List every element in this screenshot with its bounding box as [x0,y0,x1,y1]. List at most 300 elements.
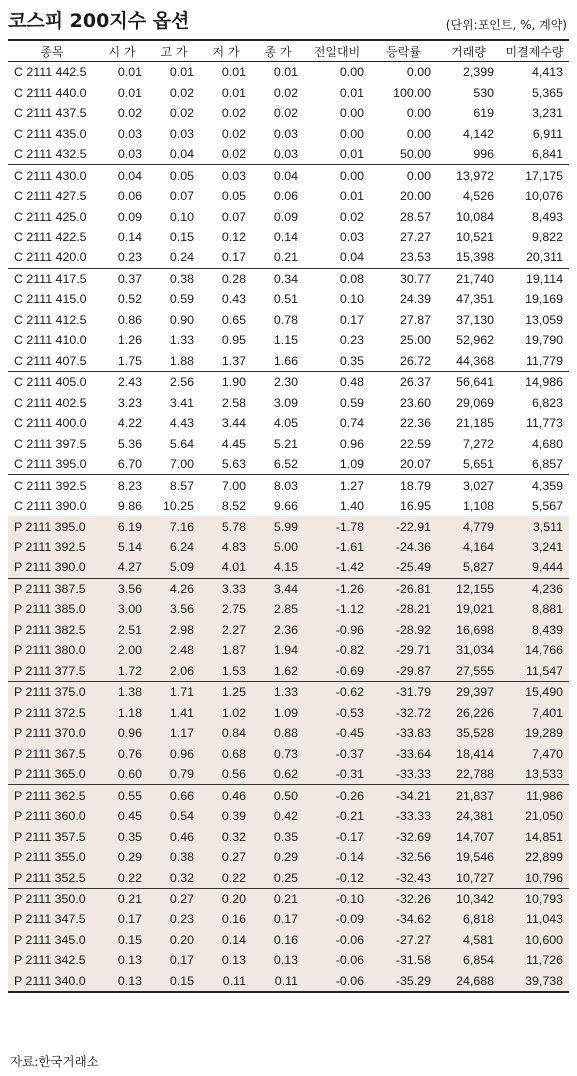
table-row [8,103,569,123]
cell-open: 0.86 [117,312,142,327]
cell-volume: 619 [473,106,494,121]
cell-rate: -29.87 [370,661,437,682]
cell-name: C 2111 392.5 [8,475,96,496]
cell-close: 1.94 [252,640,304,660]
cell-open: 4.27 [96,557,148,578]
cell-high: 0.23 [148,909,200,929]
cell-open-interest: 14,851 [500,826,569,846]
cell-rate: -33.33 [370,806,437,826]
column-header-high: 고 가 [148,40,200,62]
cell-rate: -31.58 [370,950,437,970]
column-header-open-interest: 미결제수량 [500,40,569,62]
cell-open-interest: 10,796 [500,867,569,888]
cell-rate: 22.36 [399,416,431,431]
cell-volume: 21,740 [437,268,500,289]
cell-change: 0.59 [339,395,364,410]
cell-low: 0.14 [200,930,252,950]
column-header-rate: 등락률 [370,40,437,62]
cell-high: 0.66 [148,785,200,806]
cell-name: P 2111 375.0 [8,682,96,703]
cell-name: P 2111 340.0 [8,971,96,992]
cell-name: P 2111 367.5 [8,743,96,763]
cell-rate: -32.69 [370,826,437,846]
cell-close: 0.88 [252,723,304,743]
cell-change: -1.61 [304,537,370,557]
cell-close: 4.05 [273,416,298,431]
table-row [8,682,569,703]
table-row [8,620,569,640]
cell-close: 0.42 [252,806,304,826]
cell-change: -0.12 [304,867,370,888]
cell-change: -1.12 [304,599,370,619]
cell-open: 0.96 [96,723,148,743]
cell-open: 0.03 [117,147,142,162]
cell-change: 0.01 [339,189,364,204]
cell-high: 0.27 [148,888,200,909]
cell-high: 1.33 [169,333,194,348]
cell-rate: 26.37 [370,372,437,393]
cell-low: 7.00 [200,475,252,496]
cell-open-interest: 13,059 [525,312,563,327]
cell-volume: 29,069 [456,395,494,410]
cell-open-interest: 6,911 [532,126,563,141]
cell-high: 0.07 [169,189,194,204]
table-row [8,144,569,165]
cell-rate: -32.43 [370,867,437,888]
cell-close: 0.02 [273,106,298,121]
cell-low: 0.11 [200,971,252,992]
cell-change: -1.42 [304,557,370,578]
cell-low: 0.12 [221,229,246,244]
cell-rate: -25.49 [370,557,437,578]
table-row [8,268,569,289]
cell-open-interest: 17,175 [500,165,569,186]
cell-change: -0.21 [304,806,370,826]
cell-low: 4.01 [200,557,252,578]
cell-volume: 14,707 [437,826,500,846]
cell-open-interest: 11,986 [500,785,569,806]
cell-volume: 22,788 [437,764,500,785]
cell-close: 0.29 [252,847,304,867]
cell-close: 0.78 [273,312,298,327]
cell-low: 4.83 [200,537,252,557]
cell-close: 0.04 [252,165,304,186]
cell-volume: 10,727 [437,867,500,888]
cell-close: 3.44 [252,578,304,599]
cell-open-interest: 4,236 [500,578,569,599]
cell-close: 6.52 [273,457,298,472]
cell-change: 0.17 [339,312,364,327]
cell-open-interest: 11,779 [526,353,563,368]
cell-name: C 2111 425.0 [14,209,87,224]
cell-rate: 27.87 [399,312,431,327]
cell-close: 1.09 [252,703,304,723]
table-row [8,433,569,453]
cell-high: 0.02 [169,85,194,100]
cell-open-interest: 5,365 [531,85,563,100]
cell-open: 5.14 [96,537,148,557]
cell-close: 0.13 [252,950,304,970]
cell-name: P 2111 385.0 [8,599,96,619]
cell-high: 5.09 [148,557,200,578]
cell-open: 0.17 [96,909,148,929]
cell-low: 0.95 [221,333,246,348]
cell-volume: 24,381 [437,806,500,826]
table-row [8,62,569,83]
cell-high: 1.88 [169,353,194,368]
cell-change: -0.31 [304,764,370,785]
cell-open-interest: 8,881 [500,599,569,619]
cell-volume: 52,962 [456,333,494,348]
cell-volume: 10,342 [437,888,500,909]
cell-volume: 12,155 [437,578,500,599]
cell-change: -0.53 [304,703,370,723]
cell-close: 5.99 [252,516,304,536]
cell-open: 4.22 [117,416,142,431]
cell-rate: 25.00 [399,333,431,348]
cell-rate: 0.00 [406,126,431,141]
table-row [8,351,569,372]
cell-close: 5.21 [273,436,298,451]
cell-change: 0.23 [339,333,364,348]
cell-high: 0.15 [169,229,194,244]
cell-name: P 2111 355.0 [8,847,96,867]
cell-change: -0.45 [304,723,370,743]
table-row [8,950,569,970]
cell-open: 0.15 [96,930,148,950]
cell-open: 0.14 [117,229,142,244]
cell-open: 0.23 [117,250,142,265]
cell-change: -1.26 [304,578,370,599]
cell-change: 0.96 [339,436,364,451]
cell-volume: 6,818 [437,909,500,929]
cell-low: 0.22 [200,867,252,888]
cell-open-interest: 39,738 [500,971,569,992]
cell-high: 0.10 [169,209,194,224]
cell-close: 1.66 [273,353,298,368]
cell-volume: 10,084 [456,209,494,224]
cell-name: C 2111 417.5 [8,268,96,289]
cell-close: 2.30 [252,372,304,393]
cell-name: P 2111 392.5 [8,537,96,557]
cell-volume: 26,226 [437,703,500,723]
cell-high: 0.38 [148,268,200,289]
table-row [8,599,569,619]
cell-low: 0.16 [200,909,252,929]
table-row [8,206,569,226]
table-row [8,847,569,867]
cell-change: 0.48 [304,372,370,393]
table-row [8,971,569,992]
cell-low: 0.46 [200,785,252,806]
cell-change: 1.27 [304,475,370,496]
cell-change: 0.08 [304,268,370,289]
cell-name: P 2111 352.5 [8,867,96,888]
cell-name: P 2111 347.5 [8,909,96,929]
cell-change: 0.00 [339,106,364,121]
cell-low: 0.17 [221,250,246,265]
cell-low: 1.90 [200,372,252,393]
cell-name: P 2111 395.0 [8,516,96,536]
cell-high: 4.26 [148,578,200,599]
cell-volume: 21,185 [456,416,494,431]
cell-close: 0.02 [273,85,298,100]
cell-rate: 20.00 [399,189,431,204]
table-row [8,930,569,950]
cell-rate: -32.72 [370,703,437,723]
cell-low: 8.52 [221,499,246,514]
cell-rate: -33.83 [370,723,437,743]
cell-open-interest: 3,241 [500,537,569,557]
cell-low: 1.53 [200,661,252,682]
cell-high: 0.20 [148,930,200,950]
cell-open: 1.75 [117,353,142,368]
cell-rate: -35.29 [370,971,437,992]
cell-volume: 19,546 [437,847,500,867]
cell-open: 0.52 [117,292,142,307]
cell-low: 0.65 [221,312,246,327]
cell-open: 0.06 [117,189,142,204]
cell-rate: -33.33 [370,764,437,785]
cell-name: C 2111 395.0 [14,457,87,472]
cell-volume: 3,027 [437,475,500,496]
cell-low: 0.32 [200,826,252,846]
cell-rate: -29.71 [370,640,437,660]
cell-close: 0.03 [273,126,298,141]
cell-open: 6.70 [117,457,142,472]
cell-close: 0.11 [252,971,304,992]
cell-high: 0.46 [148,826,200,846]
cell-open: 0.13 [96,971,148,992]
table-row [8,330,569,350]
cell-close: 8.03 [252,475,304,496]
cell-open: 3.23 [117,395,142,410]
cell-volume: 4,142 [462,126,494,141]
cell-open-interest: 10,076 [525,189,563,204]
cell-low: 0.02 [221,126,246,141]
cell-change: 1.40 [339,499,364,514]
cell-open-interest: 11,547 [500,661,569,682]
cell-low: 0.27 [200,847,252,867]
cell-name: C 2111 427.5 [14,189,87,204]
cell-rate: 24.39 [399,292,431,307]
cell-change: 1.09 [339,457,364,472]
cell-rate: -26.81 [370,578,437,599]
cell-close: 5.00 [252,537,304,557]
cell-high: 0.17 [148,950,200,970]
cell-low: 0.02 [221,106,246,121]
unit-note: (단위:포인트, %, 계약) [445,18,567,32]
cell-rate: -33.64 [370,743,437,763]
cell-name: P 2111 345.0 [8,930,96,950]
table-row [8,661,569,682]
cell-volume: 7,272 [462,436,494,451]
cell-low: 2.58 [221,395,246,410]
cell-low: 0.05 [221,189,246,204]
cell-high: 0.96 [148,743,200,763]
cell-open: 0.29 [96,847,148,867]
cell-name: C 2111 435.0 [14,126,87,141]
cell-open: 1.72 [96,661,148,682]
table-row [8,454,569,475]
cell-low: 0.43 [221,292,246,307]
table-row [8,537,569,557]
cell-low: 3.33 [200,578,252,599]
page-title: 코스피 200지수 옵션 [8,10,190,32]
cell-name: C 2111 432.5 [14,147,87,162]
cell-name: P 2111 360.0 [8,806,96,826]
cell-low: 3.44 [221,416,246,431]
cell-change: -0.96 [304,620,370,640]
cell-name: C 2111 430.0 [8,165,96,186]
table-row [8,475,569,496]
cell-name: C 2111 397.5 [14,436,87,451]
cell-high: 2.56 [148,372,200,393]
cell-low: 2.75 [200,599,252,619]
cell-close: 1.15 [273,333,298,348]
cell-low: 1.37 [221,353,246,368]
table-row [8,703,569,723]
table-row [8,186,569,206]
cell-high: 3.56 [148,599,200,619]
cell-change: 0.00 [339,126,364,141]
cell-open-interest: 9,822 [531,229,563,244]
cell-change: -0.17 [304,826,370,846]
cell-high: 0.54 [148,806,200,826]
cell-name: C 2111 442.5 [14,65,87,80]
cell-open-interest: 22,899 [500,847,569,867]
cell-high: 0.79 [148,764,200,785]
cell-open-interest: 5,567 [531,499,563,514]
cell-open-interest: 13,533 [500,764,569,785]
cell-volume: 47,351 [456,292,494,307]
cell-name: C 2111 420.0 [14,250,87,265]
cell-close: 0.17 [252,909,304,929]
cell-high: 2.98 [148,620,200,640]
cell-low: 0.56 [200,764,252,785]
cell-low: 0.13 [200,950,252,970]
cell-open-interest: 15,490 [500,682,569,703]
cell-rate: 30.77 [370,268,437,289]
cell-name: C 2111 440.0 [14,85,87,100]
cell-open: 0.03 [117,126,142,141]
cell-open: 0.22 [96,867,148,888]
table-row [8,516,569,536]
cell-change: 0.00 [339,65,364,80]
cell-volume: 5,651 [462,457,494,472]
cell-open: 2.00 [96,640,148,660]
cell-rate: -34.62 [370,909,437,929]
cell-volume: 18,414 [437,743,500,763]
cell-open: 0.35 [96,826,148,846]
table-row [8,867,569,888]
cell-volume: 4,526 [462,189,494,204]
cell-open: 3.56 [96,578,148,599]
cell-rate: -24.36 [370,537,437,557]
cell-open-interest: 4,359 [500,475,569,496]
cell-open-interest: 4,413 [531,65,563,80]
cell-low: 2.27 [200,620,252,640]
cell-rate: 27.27 [399,229,431,244]
cell-high: 0.59 [169,292,194,307]
cell-volume: 27,555 [437,661,500,682]
cell-rate: 20.07 [399,457,431,472]
cell-volume: 6,854 [437,950,500,970]
cell-high: 2.48 [148,640,200,660]
cell-name: C 2111 410.0 [14,333,87,348]
cell-volume: 4,581 [437,930,500,950]
cell-open: 0.01 [117,65,142,80]
cell-open: 1.26 [117,333,142,348]
cell-open: 1.38 [96,682,148,703]
cell-open-interest: 10,793 [500,888,569,909]
cell-open: 6.19 [96,516,148,536]
cell-open-interest: 19,289 [500,723,569,743]
table-row [8,578,569,599]
column-header-close: 종 가 [252,40,304,62]
cell-low: 0.07 [221,209,246,224]
cell-rate: -34.21 [370,785,437,806]
cell-rate: -28.21 [370,599,437,619]
cell-change: -0.37 [304,743,370,763]
cell-name: C 2111 402.5 [14,395,87,410]
cell-volume: 31,034 [437,640,500,660]
cell-low: 5.78 [200,516,252,536]
cell-high: 0.38 [148,847,200,867]
column-header-open: 시 가 [96,40,148,62]
cell-open-interest: 9,444 [500,557,569,578]
cell-low: 4.45 [221,436,246,451]
cell-name: C 2111 437.5 [14,106,87,121]
cell-name: P 2111 357.5 [8,826,96,846]
cell-rate: -28.92 [370,620,437,640]
cell-high: 7.00 [169,457,194,472]
cell-open: 0.21 [96,888,148,909]
cell-high: 3.41 [169,395,194,410]
cell-change: 0.02 [339,209,364,224]
cell-low: 0.28 [200,268,252,289]
cell-name: P 2111 380.0 [8,640,96,660]
cell-high: 8.57 [148,475,200,496]
cell-name: P 2111 342.5 [8,950,96,970]
cell-open: 0.02 [117,106,142,121]
cell-volume: 530 [473,85,494,100]
cell-change: 0.00 [304,165,370,186]
cell-name: P 2111 370.0 [8,723,96,743]
cell-rate: 0.00 [370,165,437,186]
cell-close: 0.73 [252,743,304,763]
cell-name: C 2111 400.0 [14,416,87,431]
cell-low: 1.02 [200,703,252,723]
cell-low: 0.68 [200,743,252,763]
cell-open-interest: 11,773 [526,416,563,431]
table-row [8,227,569,247]
cell-high: 0.04 [169,147,194,162]
cell-change: -0.62 [304,682,370,703]
cell-open-interest: 20,311 [526,250,563,265]
cell-low: 0.84 [200,723,252,743]
cell-change: 0.01 [339,147,364,162]
cell-change: -1.78 [304,516,370,536]
cell-volume: 24,688 [437,971,500,992]
cell-close: 0.14 [273,229,298,244]
table-row [8,723,569,743]
cell-high: 10.25 [162,499,194,514]
cell-name: C 2111 412.5 [14,312,87,327]
cell-close: 3.09 [273,395,298,410]
cell-high: 0.01 [169,65,194,80]
cell-high: 5.64 [169,436,194,451]
